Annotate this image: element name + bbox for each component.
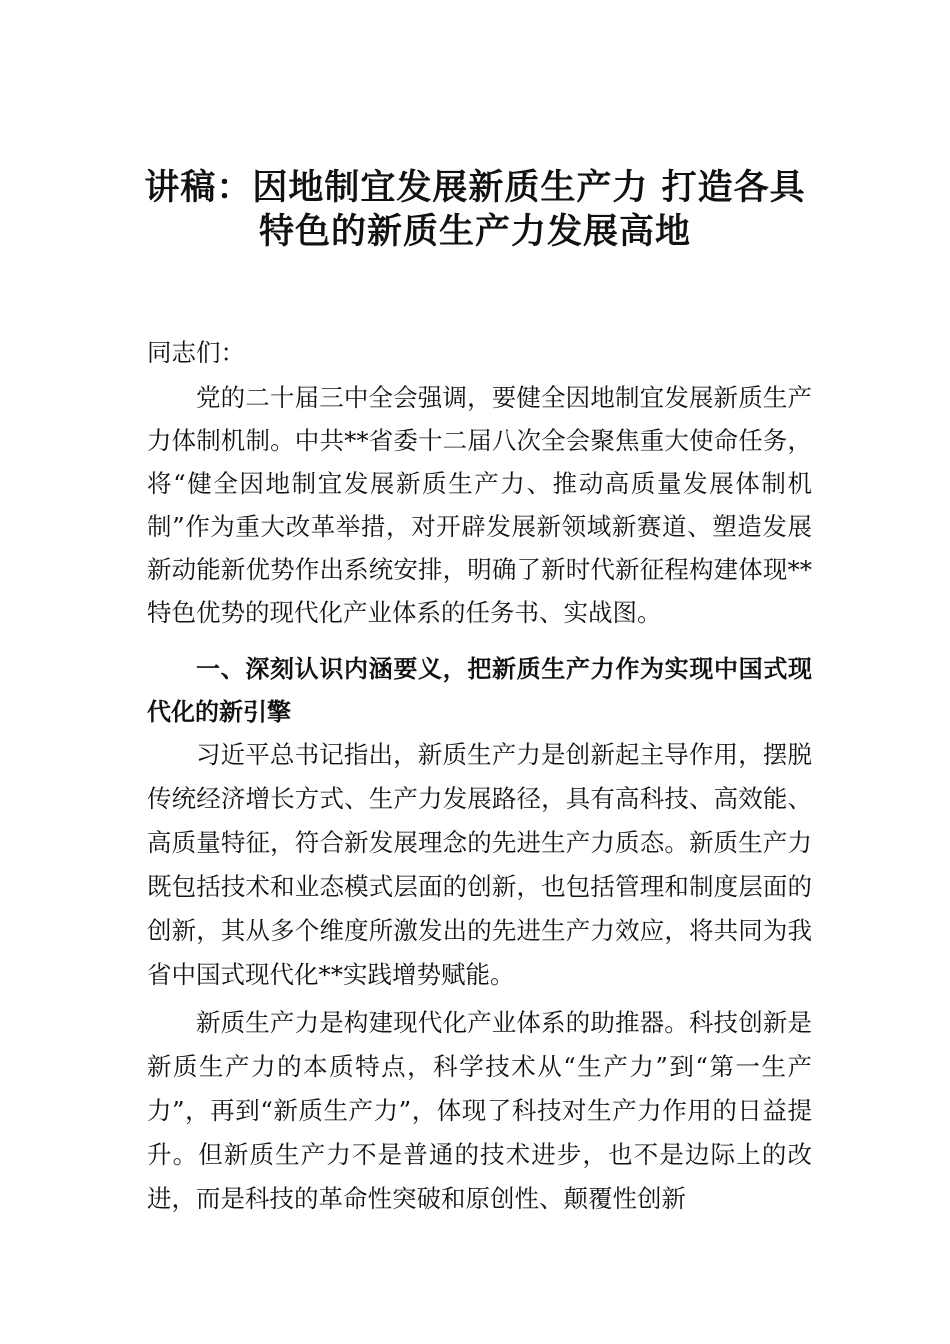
paragraph-1 xyxy=(147,376,812,634)
paragraph-3-text: 新质生产力是构建现代化产业体系的助推器。科技创新是新质生产力的本质特点，科学技术从“生产力”到“第一生产力”，再到“新质生产力”，体现了科技对生产力作用的日益提升。但新质生产力不是普通的技术进步，也不是边际上的改进，而是科技的革命性突破和原创性、颠覆性创新 xyxy=(147,1008,812,1213)
section-heading-1: 一、深刻认识内涵要义，把新质生产力作为实现中国式现代化的新引擎 xyxy=(147,655,812,726)
paragraph-2-text: 习近平总书记指出，新质生产力是创新起主导作用，摆脱传统经济增长方式、生产力发展路径，具有高科技、高效能、高质量特征，符合新发展理念的先进生产力质态。新质生产力既包括技术和业态模式层面的创新，也包括管理和制度层面的创新，其从多个维度所激发出的先进生产力效应，将共同为我省中国式现代化**实践增势赋能。 xyxy=(147,740,812,989)
paragraph-1-text: 党的二十届三中全会强调，要健全因地制宜发展新质生产力体制机制。中共**省委十二届八次全会聚焦重大使命任务，将“健全因地制宜发展新质生产力、推动高质量发展体制机制”作为重大改革举措，对开辟发展新领域新赛道、塑造发展新动能新优势作出系统安排，明确了新时代新征程构建体现**特色优势的现代化产业体系的任务书、实战图。 xyxy=(147,383,812,627)
document-title-line-1: 讲稿：因地制宜发展新质生产力 打造各具 xyxy=(144,167,806,208)
document-title-line-2: 特色的新质生产力发展高地 xyxy=(258,211,691,252)
greeting: 同志们： xyxy=(147,338,245,367)
paragraph-3 xyxy=(147,1001,812,1221)
paragraph-2 xyxy=(147,733,812,997)
